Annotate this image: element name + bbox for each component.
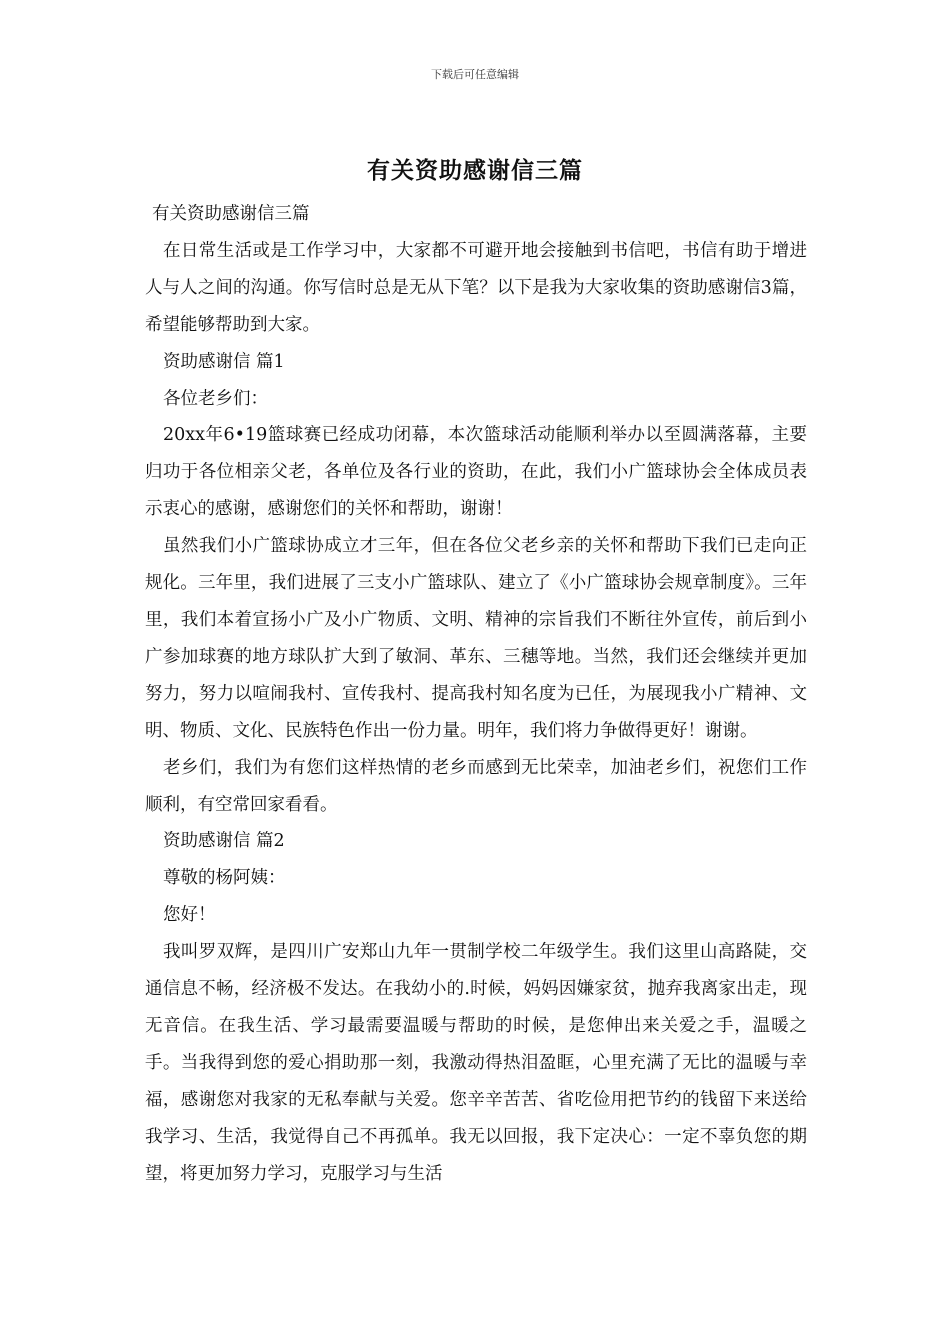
letter-1-paragraph-2: 虽然我们小广篮球协成立才三年，但在各位父老乡亲的关怀和帮助下我们已走向正规化。三年里，我们进展了三支小广篮球队、建立了《小广篮球协会规章制度》。三年里，我们本着宣扬小广及小广物质、文明、精神的宗旨我们不断往外宣传，前后到小广参加球赛的地方球队扩大到了敏洞、革东、三穗等地。当然，我们还会继续并更加努力，努力以喧闹我村、宣传我村、提高我村知名度为已任，为展现我小广精神、文明、物质、文化、民族特色作出一份力量。明年，我们将力争做得更好！谢谢。 <box>145 536 807 741</box>
letter-1-paragraph-1: 20xx年6•19篮球赛已经成功闭幕，本次篮球活动能顺利举办以至圆满落幕，主要归功于各位相亲父老，各单位及各行业的资助，在此，我们小广篮球协会全体成员表示衷心的感谢，感谢您们的关怀和帮助，谢谢！ <box>145 425 807 520</box>
letter-1-salutation: 各位老乡们： <box>163 388 268 409</box>
document-body <box>145 196 807 1192</box>
header-note: 下载后可任意编辑 <box>431 68 519 81</box>
letter-1-heading: 资助感谢信 篇1 <box>163 351 285 372</box>
letter-2-heading: 资助感谢信 篇2 <box>163 831 285 852</box>
letter-2-greeting: 您好！ <box>163 905 216 926</box>
letter-2-salutation: 尊敬的杨阿姨： <box>163 868 286 889</box>
subtitle-paragraph: 有关资助感谢信三篇 <box>152 204 310 224</box>
letter-1-paragraph-3: 老乡们，我们为有您们这样热情的老乡而感到无比荣幸，加油老乡们，祝您们工作顺利，有空常回家看看。 <box>145 757 807 815</box>
document-title: 有关资助感谢信三篇 <box>367 157 583 184</box>
letter-2-paragraph-1: 我叫罗双辉，是四川广安郑山九年一贯制学校二年级学生。我们这里山高路陡，交通信息不畅，经济极不发达。在我幼小的.时候，妈妈因嫌家贫，抛弃我离家出走，现无音信。在我生活、学习最需要温暖与帮助的时候，是您伸出来关爱之手，温暖之手。当我得到您的爱心捐助那一刻，我激动得热泪盈眶，心里充满了无比的温暖与幸福，感谢您对我家的无私奉献与关爱。您辛辛苦苦、省吃俭用把节约的钱留下来送给我学习、生活，我觉得自己不再孤单。我无以回报，我下定决心：一定不辜负您的期望，将更加努力学习，克服学习与生活 <box>145 942 807 1184</box>
intro-paragraph: 在日常生活或是工作学习中，大家都不可避开地会接触到书信吧，书信有助于增进人与人之间的沟通。你写信时总是无从下笔？以下是我为大家收集的资助感谢信3篇，希望能够帮助到大家。 <box>145 240 807 335</box>
